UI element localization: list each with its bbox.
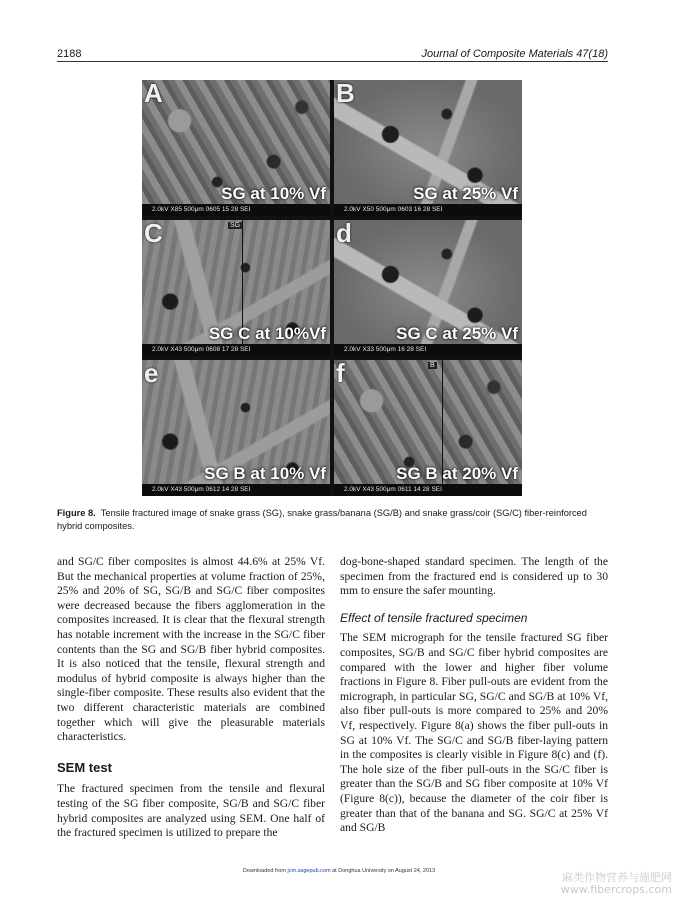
footer-prefix: Downloaded from (242, 868, 286, 874)
footer-link[interactable]: jcm.sagepub.com (287, 868, 331, 874)
figure-caption (57, 507, 608, 533)
panel-scalebar: 2.0kV X43 500μm 0611 14 28 SEI (334, 484, 522, 496)
panel-letter: d (336, 220, 352, 248)
panel-label: SG B at 10% Vf (204, 464, 326, 483)
section-heading: SEM test (57, 759, 112, 775)
paragraph: The SEM micrograph for the tensile fractured SG fiber composites, SG/B and SG/C fiber hybrid composites are compared with the lower and higher fiber volume fractions in Figure 8. Fiber pull-outs are evident from the micrograph, in particular SG, SG/C and SG/B at 10% Vf, also fiber pull-outs is more compared to 25% and 20% Vf, respectively. Figure 8(a) shows the fiber pull-outs in SG at 10% Vf. The SG/C and SG/B fiber-laying pattern in the composites is clearly visible in Figure 8(c) and (f). The hole size of the fiber pull-outs in the SG/C fiber is greater than the SG/B and SG fiber composite at 10% Vf (Figure 8(c)), because the diameter of the coir fiber is greater than that of the banana and SG. SG/C at 25% Vf and SG/B (340, 631, 608, 835)
paragraph: and SG/C fiber composites is almost 44.6% at 25% Vf. But the mechanical properties at volume fraction of 25%, 25% and 20% of SG, SG/B and SG/C fiber composites were decreased because the fibers agglomeration in the composites increased. It is clear that the flexural strength has notable increment with the increase in the SG/C fiber contents than the SG and SG/B fiber hybrid composites. It is also noticed that the tensile, flexural strength and modulus of hybrid composite is always higher than the single-fiber composite. These results also evident that the two different characteristic materials are combined together which will give the pleasurable materials characteristics. (57, 555, 325, 744)
panel-letter: f (336, 360, 345, 388)
panel-tag: SG (230, 222, 241, 229)
paragraph: The fractured specimen from the tensile and flexural testing of the SG fiber composite, SG/B and SG/C fiber hybrid composites are analyzed using SEM. One half of the fractured specimen is utilized to prepare the (57, 782, 325, 840)
page-header (57, 44, 608, 60)
paragraph: dog-bone-shaped standard specimen. The length of the specimen from the fractured end is considered up to 30 mm to ensure the safer mounting. (340, 555, 608, 598)
figure-panel-a (142, 80, 330, 216)
panel-scalebar: 2.0kV X33 500μm 16 28 SEI (334, 344, 522, 356)
left-column (57, 555, 325, 841)
journal-title: Journal of Composite Materials 47(18) (421, 48, 608, 60)
panel-label: SG C at 10%Vf (208, 324, 326, 343)
panel-letter: A (144, 80, 163, 108)
panel-scalebar: 2.0kV X43 500μm 0612 14 28 SEI (142, 484, 330, 496)
site-watermark (561, 872, 672, 896)
page-number: 2188 (57, 48, 82, 60)
panel-label: SG C at 25% Vf (396, 324, 518, 343)
figure-panel-e (142, 360, 330, 496)
right-column (340, 555, 608, 836)
header-rule (57, 61, 608, 62)
sem-figure (142, 80, 522, 496)
caption-text: Tensile fractured image of snake grass (SG), snake grass/banana (SG/B) and snake grass/coir (SG/C) fiber-reinforced hybrid composites. (57, 508, 587, 531)
panel-letter: C (144, 220, 163, 248)
panel-scalebar: 2.0kV X85 500μm 0605 15 28 SEI (142, 204, 330, 216)
watermark-line-1: 麻类作物营养与施肥网 (562, 871, 672, 884)
figure-panel-d (334, 220, 522, 356)
footer-suffix: at Donghua University on August 24, 2013 (332, 868, 436, 874)
panel-letter: e (144, 360, 159, 388)
panel-label: SG B at 20% Vf (396, 464, 518, 483)
figure-panel-c (142, 220, 330, 356)
panel-tag: B (430, 362, 435, 369)
subsection-heading: Effect of tensile fractured specimen (340, 610, 528, 625)
panel-scalebar: 2.0kV X43 500μm 0608 17 28 SEI (142, 344, 330, 356)
figure-panel-b (334, 80, 522, 216)
caption-lead: Figure 8. (57, 508, 96, 518)
watermark-line-2: www.fibercrops.com (560, 883, 672, 896)
panel-letter: B (336, 80, 355, 108)
panel-scalebar: 2.0kV X50 500μm 0603 16 28 SEI (334, 204, 522, 216)
panel-label: SG at 25% Vf (413, 184, 518, 203)
figure-panel-f (334, 360, 522, 496)
panel-label: SG at 10% Vf (221, 184, 326, 203)
